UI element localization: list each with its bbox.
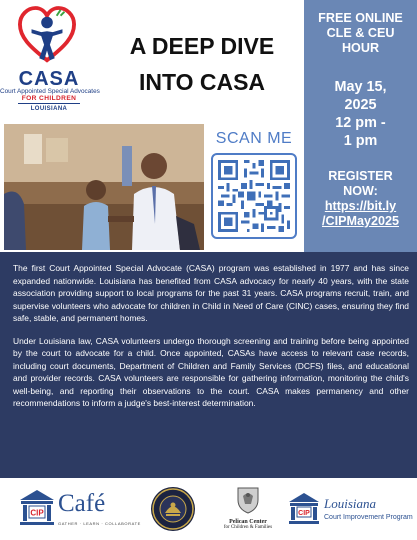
cip-state-name: Louisiana [324, 496, 377, 511]
event-time-line-2: 1 pm [343, 133, 378, 149]
logo-state: LOUISIANA [30, 106, 68, 112]
louisiana-supreme-court-seal-icon [150, 486, 196, 532]
title-line-2: INTO CASA [138, 69, 266, 95]
courtroom-photo [4, 124, 204, 250]
logo-for-children: FOR CHILDREN [21, 95, 77, 102]
cip-badge-text: CIP [298, 510, 310, 517]
cip-program-name: Court Improvement Program [324, 514, 413, 521]
pelican-center-subtitle: for Children & Families [223, 525, 273, 530]
cip-cafe-logo [18, 488, 141, 530]
title-line-1: A DEEP DIVE [129, 33, 275, 59]
description-paragraph-1: The first Court Appointed Special Advocate (CASA) program was established in 1977 and has since expanded nationwide. Louisiana has benefited from CASA advocacy for nearly 40 years, with the state association providing support to local programs for the past 31 years. CASA programs recruit, train, and supervise volunteers who advocate for children in Child in Need of Care (CINC) cases, ensuring they find safe, stable, and permanent homes. [13, 263, 409, 323]
event-type-line-2: CLE & CEU [326, 26, 395, 40]
registration-link-line-1[interactable]: https://bit.ly [324, 199, 397, 213]
event-date-line-1: May 15, [334, 79, 387, 95]
registration-link[interactable] [304, 199, 417, 229]
event-time-line-1: 12 pm - [335, 115, 386, 131]
pelican-center-name: Pelican Center [229, 519, 267, 525]
logo-wordmark: CASA [18, 68, 80, 90]
cafe-tagline: GATHER · LEARN · COLLABORATE [58, 521, 141, 526]
event-info-panel [304, 0, 417, 252]
partner-logos [0, 478, 417, 540]
description-paragraph-2: Under Louisiana law, CASA volunteers undergo thorough screening and training before being appointed by the court to advocate for a child. Once appointed, CASAs have access to relevant case records, including court documents, Department of Children and Family Services (DCFS) files, and educational and provider records. CASA volunteers are responsible for gathering information, monitoring the child's well-being, and reporting their observations to the court. CASA makes permanency and other recommendations to inform a judge's best-interest determination. [13, 335, 409, 408]
court-improvement-program-logo [288, 492, 413, 528]
qr-code-icon[interactable] [218, 160, 290, 232]
registration-link-line-2[interactable]: /CIPMay2025 [321, 214, 399, 228]
cafe-wordmark: Café [58, 490, 106, 517]
register-heading [304, 169, 417, 199]
pelican-shield-icon [235, 486, 261, 514]
courthouse-icon [288, 492, 320, 526]
event-date-time [304, 78, 417, 150]
casa-heart-child-icon [18, 6, 76, 68]
cafe-badge-text: CIP [30, 508, 44, 518]
scan-me-label: SCAN ME [215, 130, 293, 147]
qr-code-frame[interactable] [211, 153, 297, 239]
pelican-center-logo [214, 486, 282, 536]
courthouse-icon [18, 488, 56, 528]
event-date-line-2: 2025 [344, 97, 377, 113]
event-type-line-1: FREE ONLINE [318, 11, 403, 25]
logo-divider [18, 103, 80, 104]
page-title [108, 28, 296, 100]
register-line-2: NOW: [343, 184, 378, 198]
event-type [304, 11, 417, 56]
register-line-1: REGISTER [328, 169, 393, 183]
casa-logo [0, 0, 104, 118]
logo-subtitle: Court Appointed Special Advocates [0, 88, 100, 95]
description-panel [0, 252, 417, 478]
event-type-line-3: HOUR [341, 41, 380, 55]
